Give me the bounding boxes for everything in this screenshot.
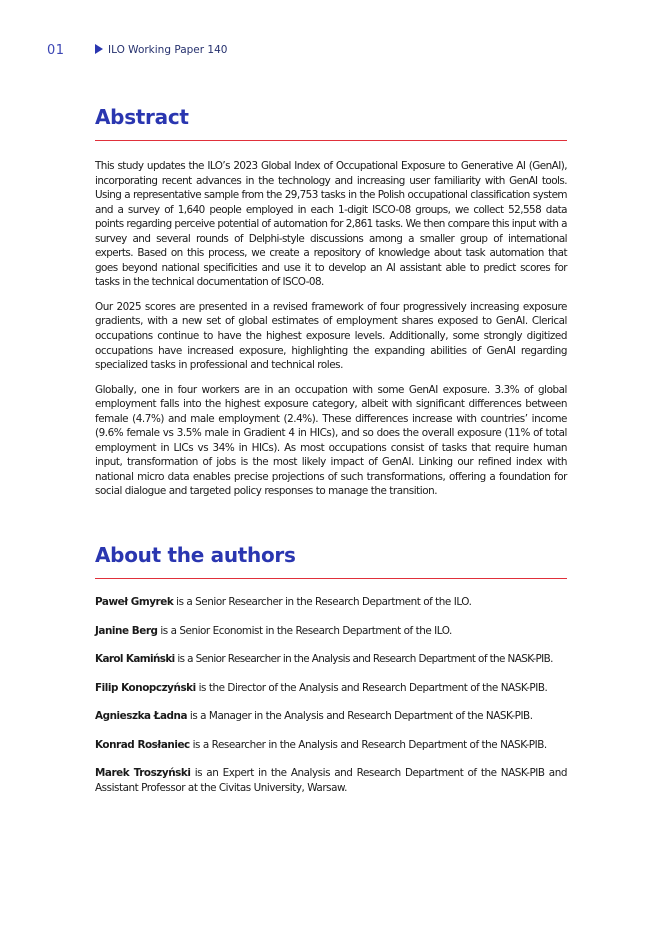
abstract-paragraph-3: Globally, one in four workers are in an occupation with some GenAI exposure. 3.3% of global employment falls into the highest exposure category, albeit with significant differences between female (4.7%) and male employment (2.4%). These differences increase with countries’ income (9.6% female vs 3.5% male in Gradient 4 in HICs), and so does the overall exposure (11% of total employment in LICs vs 34% in HICs). As most occupations consist of tasks that require human input, transformation of jobs is the most likely impact of GenAI. Linking our refined index with national micro data enables precise projections of such transformations, offering a foundation for social dialogue and targeted policy responses to manage the transition.	[95, 383, 567, 498]
author-name: Marek Troszyński	[95, 767, 191, 780]
authors-divider	[95, 578, 567, 579]
author-entry	[95, 738, 567, 753]
author-description: is the Director of the Analysis and Research Department of the NASK-PIB.	[195, 681, 548, 694]
author-description: is a Manager in the Analysis and Research Department of the NASK-PIB.	[187, 710, 533, 723]
author-entry	[95, 595, 567, 610]
author-name: Konrad Rosłaniec	[95, 738, 190, 751]
author-description: is a Senior Researcher in the Analysis and Research Department of the NASK-PIB.	[174, 653, 553, 666]
author-entry	[95, 681, 567, 696]
page-content	[95, 105, 567, 795]
author-description: is a Senior Economist in the Research Department of the ILO.	[157, 624, 452, 637]
running-title	[95, 44, 227, 56]
author-name: Karol Kamiński	[95, 653, 175, 666]
running-title-text: ILO Working Paper 140	[108, 44, 228, 56]
abstract-section	[95, 105, 567, 499]
abstract-paragraph-2: Our 2025 scores are presented in a revised framework of four progressively increasing exposure gradients, with a new set of global estimates of employment shares exposed to GenAI. Clerical occupations continue to have the highest exposure levels. Additionally, some strongly digitized occupations have increased exposure, highlighting the expanding abilities of GenAI regarding specialized tasks in professional and technical roles.	[95, 300, 567, 372]
authors-heading: About the authors	[95, 543, 296, 568]
author-entry	[95, 652, 567, 667]
author-name: Filip Konopczyński	[95, 681, 196, 694]
authors-section	[95, 543, 567, 795]
author-entry	[95, 624, 567, 639]
author-name: Paweł Gmyrek	[95, 596, 174, 609]
author-description: is a Researcher in the Analysis and Research Department of the NASK-PIB.	[189, 738, 547, 751]
author-entry	[95, 709, 567, 724]
authors-list	[95, 595, 567, 795]
author-entry	[95, 766, 567, 795]
page-header	[0, 43, 662, 61]
author-name: Agnieszka Ładna	[95, 710, 188, 723]
author-description: is an Expert in the Analysis and Research Department of the NASK-PIB and Assistant Professor at the Civitas University, Warsaw.	[95, 767, 567, 794]
page-number: 01	[47, 43, 65, 58]
abstract-divider	[95, 140, 567, 141]
author-name: Janine Berg	[95, 624, 158, 637]
abstract-heading: Abstract	[95, 105, 189, 129]
author-description: is a Senior Researcher in the Research Department of the ILO.	[173, 596, 472, 609]
abstract-paragraph-1: This study updates the ILO’s 2023 Global Index of Occupational Exposure to Generative AI (GenAI), incorporating recent advances in the technology and increasing user familiarity with GenAI tools. Using a representative sample from the 29,753 tasks in the Polish occupational classification system and a survey of 1,640 people employed in each 1-digit ISCO-08 groups, we collect 52,558 data points regarding perceive potential of automation for 2,861 tasks. We then compare this input with a survey and several rounds of Delphi-style discussions among a smaller group of international experts. Based on this process, we create a repository of knowledge about task automation that goes beyond national specificities and use it to develop an AI assistant able to predict scores for tasks in the technical documentation of ISCO-08.	[95, 160, 567, 289]
play-triangle-icon	[95, 44, 103, 54]
